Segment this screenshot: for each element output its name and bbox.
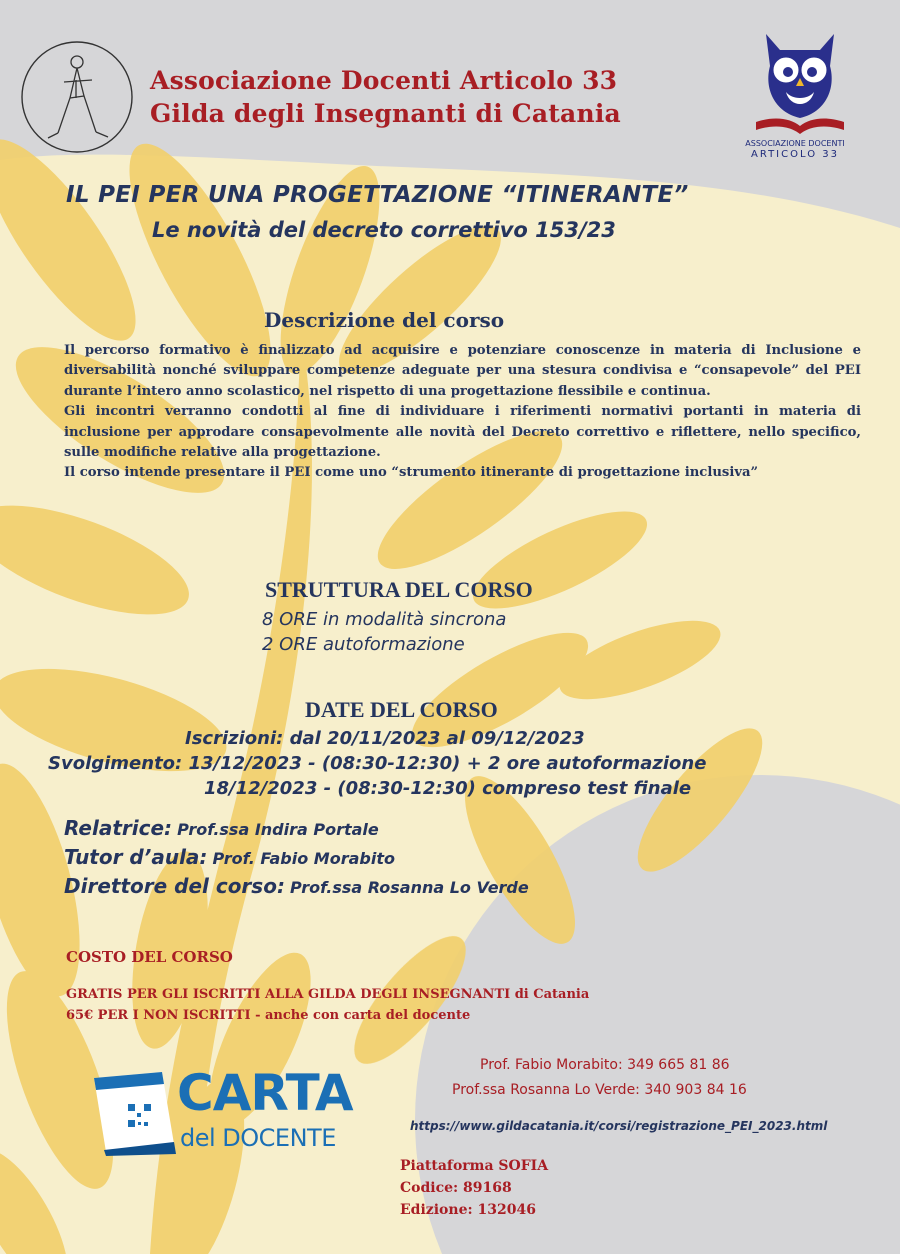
description-paragraph-3: Il corso intende presentare il PEI come uno “strumento itinerante di progettazione inclusiva” [64,465,759,481]
page-title: IL PEI PER UNA PROGETTAZIONE “ITINERANTE” [66,182,689,208]
contact-lo-verde: Prof.ssa Rosanna Lo Verde: 340 903 84 16 [452,1082,747,1098]
page-subtitle: Le novità del decreto correttivo 153/23 [152,218,616,242]
sofia-code: Codice: 89168 [400,1180,512,1196]
header-gilda-name: Gilda degli Insegnanti di Catania [150,99,621,128]
structure-heading: STRUTTURA DEL CORSO [265,577,533,602]
tutor-name: Prof. Fabio Morabito [212,849,395,868]
description-body [64,341,861,484]
registration-link[interactable]: https://www.gildacatania.it/corsi/registrazione_PEI_2023.html [410,1119,828,1133]
carta-docente-card-icon [92,1070,176,1156]
owl-caption-bottom: ARTICOLO 33 [751,149,839,160]
dates-session-2: 18/12/2023 - (08:30-12:30) compreso test finale [204,778,692,799]
direttore-label: Direttore del corso: [64,874,285,898]
structure-line-self-training: 2 ORE autoformazione [262,634,465,655]
cost-non-members: 65€ PER I NON ISCRITTI - anche con carta del docente [66,1008,471,1023]
direttore-name: Prof.ssa Rosanna Lo Verde [290,878,529,897]
cost-members: GRATIS PER GLI ISCRITTI ALLA GILDA DEGLI INSEGNANTI di Catania [66,987,590,1002]
description-paragraph-1: Il percorso formativo è finalizzato ad acquisire e potenziare conoscenze in materia di Inclusione e diversabilità nonché sviluppare competenze adeguate per una stesura condivisa e “consapevole” del PEI durante l’intero anno scolastico, nel rispetto di una progettazione flessibile e continua. [64,343,861,399]
structure-line-sync-hours: 8 ORE in modalità sincrona [262,609,507,630]
description-heading: Descrizione del corso [264,308,505,332]
staff-direttore [64,874,529,898]
dates-session-1: Svolgimento: 13/12/2023 - (08:30-12:30) + 2 ore autoformazione [48,753,707,774]
staff-tutor [64,845,395,869]
sofia-platform: Piattaforma SOFIA [400,1158,549,1174]
header-association-name: Associazione Docenti Articolo 33 [150,66,618,95]
staff-relatrice [64,816,379,840]
tutor-label: Tutor d’aula: [64,845,208,869]
carta-logo-word: CARTA [177,1064,353,1122]
carta-logo-subtitle: del DOCENTE [180,1124,336,1152]
gilda-emblem-logo [18,38,136,156]
description-paragraph-2: Gli incontri verranno condotti al fine di individuare i riferimenti normativi portanti in materia di inclusione per approdare consapevolmente alle novità del Decreto correttivo e riflettere, nello specifico, sulle modifiche relative alla progettazione. [64,404,861,461]
relatrice-label: Relatrice: [64,816,173,840]
dates-registration: Iscrizioni: dal 20/11/2023 al 09/12/2023 [185,728,585,749]
dates-heading: DATE DEL CORSO [305,697,498,722]
relatrice-name: Prof.ssa Indira Portale [177,820,379,839]
contact-morabito: Prof. Fabio Morabito: 349 665 81 86 [480,1057,730,1073]
cost-heading: COSTO DEL CORSO [66,948,233,966]
sofia-edition: Edizione: 132046 [400,1202,536,1218]
owl-caption-top: ASSOCIAZIONE DOCENTI [745,139,845,148]
owl-logo [750,26,850,138]
